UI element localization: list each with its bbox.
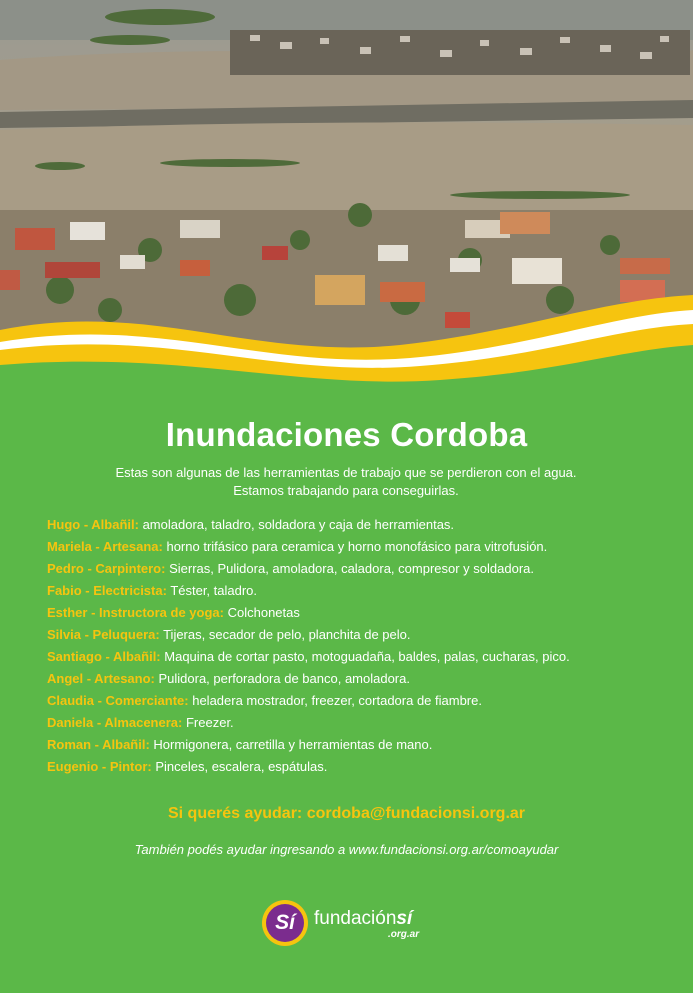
logo-name-bold: sí — [396, 908, 413, 929]
intro-text: Estas son algunas de las herramientas de trabajo que se perdieron con el agua. Estamos trabajando para conseguirlas. — [115, 465, 577, 498]
web-note: También podés ayudar ingresando a www.fundacionsi.org.ar/comoayudar — [134, 842, 559, 857]
tools-needed: Tijeras, secador de pelo, planchita de pelo. — [163, 627, 411, 642]
logo-mark-icon — [262, 900, 308, 946]
tools-needed: Freezer. — [185, 715, 234, 730]
tools-needed: heladera mostrador, freezer, cortadora de fiambre. — [192, 693, 482, 708]
logo-domain: .org.ar — [388, 929, 420, 940]
person-role: Roman - Albañil: — [47, 737, 150, 752]
person-role: Daniela - Almacenera: — [47, 715, 183, 730]
list-item — [47, 691, 687, 713]
tools-needed: Téster, taladro. — [170, 583, 258, 598]
tools-list — [47, 515, 687, 779]
list-item — [47, 603, 687, 625]
tools-needed: horno trifásico para ceramica y horno monofásico para vitrofusión. — [166, 539, 548, 554]
list-item — [47, 735, 687, 757]
person-role: Santiago - Albañil: — [47, 649, 161, 664]
list-item — [47, 537, 687, 559]
logo-wordmark — [314, 908, 412, 930]
list-item — [47, 559, 687, 581]
decorative-waves — [0, 290, 693, 400]
list-item — [47, 713, 687, 735]
list-item — [47, 757, 687, 779]
list-item — [47, 669, 687, 691]
person-role: Silvia - Peluquera: — [47, 627, 160, 642]
list-item — [47, 625, 687, 647]
logo-name-regular: fundación — [314, 908, 397, 929]
person-role: Hugo - Albañil: — [47, 517, 139, 532]
person-role: Mariela - Artesana: — [47, 539, 163, 554]
page-title: Inundaciones Cordoba — [165, 416, 528, 453]
tools-needed: Pinceles, escalera, espátulas. — [155, 759, 328, 774]
tools-needed: Pulidora, perforadora de banco, amoladora. — [158, 671, 410, 686]
person-role: Angel - Artesano: — [47, 671, 155, 686]
tools-needed: amoladora, taladro, soldadora y caja de herramientas. — [142, 517, 455, 532]
list-item — [47, 647, 687, 669]
help-callout — [0, 805, 693, 823]
fundacion-si-logo — [262, 900, 442, 950]
tools-needed: Hormigonera, carretilla y herramientas de mano. — [153, 737, 433, 752]
tools-needed: Sierras, Pulidora, amoladora, caladora, compresor y soldadora. — [169, 561, 534, 576]
list-item — [47, 581, 687, 603]
tools-needed: Colchonetas — [227, 605, 300, 620]
person-role: Fabio - Electricista: — [47, 583, 167, 598]
list-item — [47, 515, 687, 537]
person-role: Eugenio - Pintor: — [47, 759, 152, 774]
help-label: Si querés ayudar: — [167, 805, 303, 822]
logo-mark-text: Sí — [266, 904, 304, 942]
person-role: Pedro - Carpintero: — [47, 561, 166, 576]
email-link[interactable]: cordoba@fundacionsi.org.ar — [306, 805, 526, 822]
person-role: Esther - Instructora de yoga: — [47, 605, 224, 620]
person-role: Claudia - Comerciante: — [47, 693, 189, 708]
tools-needed: Maquina de cortar pasto, motoguadaña, baldes, palas, cucharas, pico. — [164, 649, 570, 664]
